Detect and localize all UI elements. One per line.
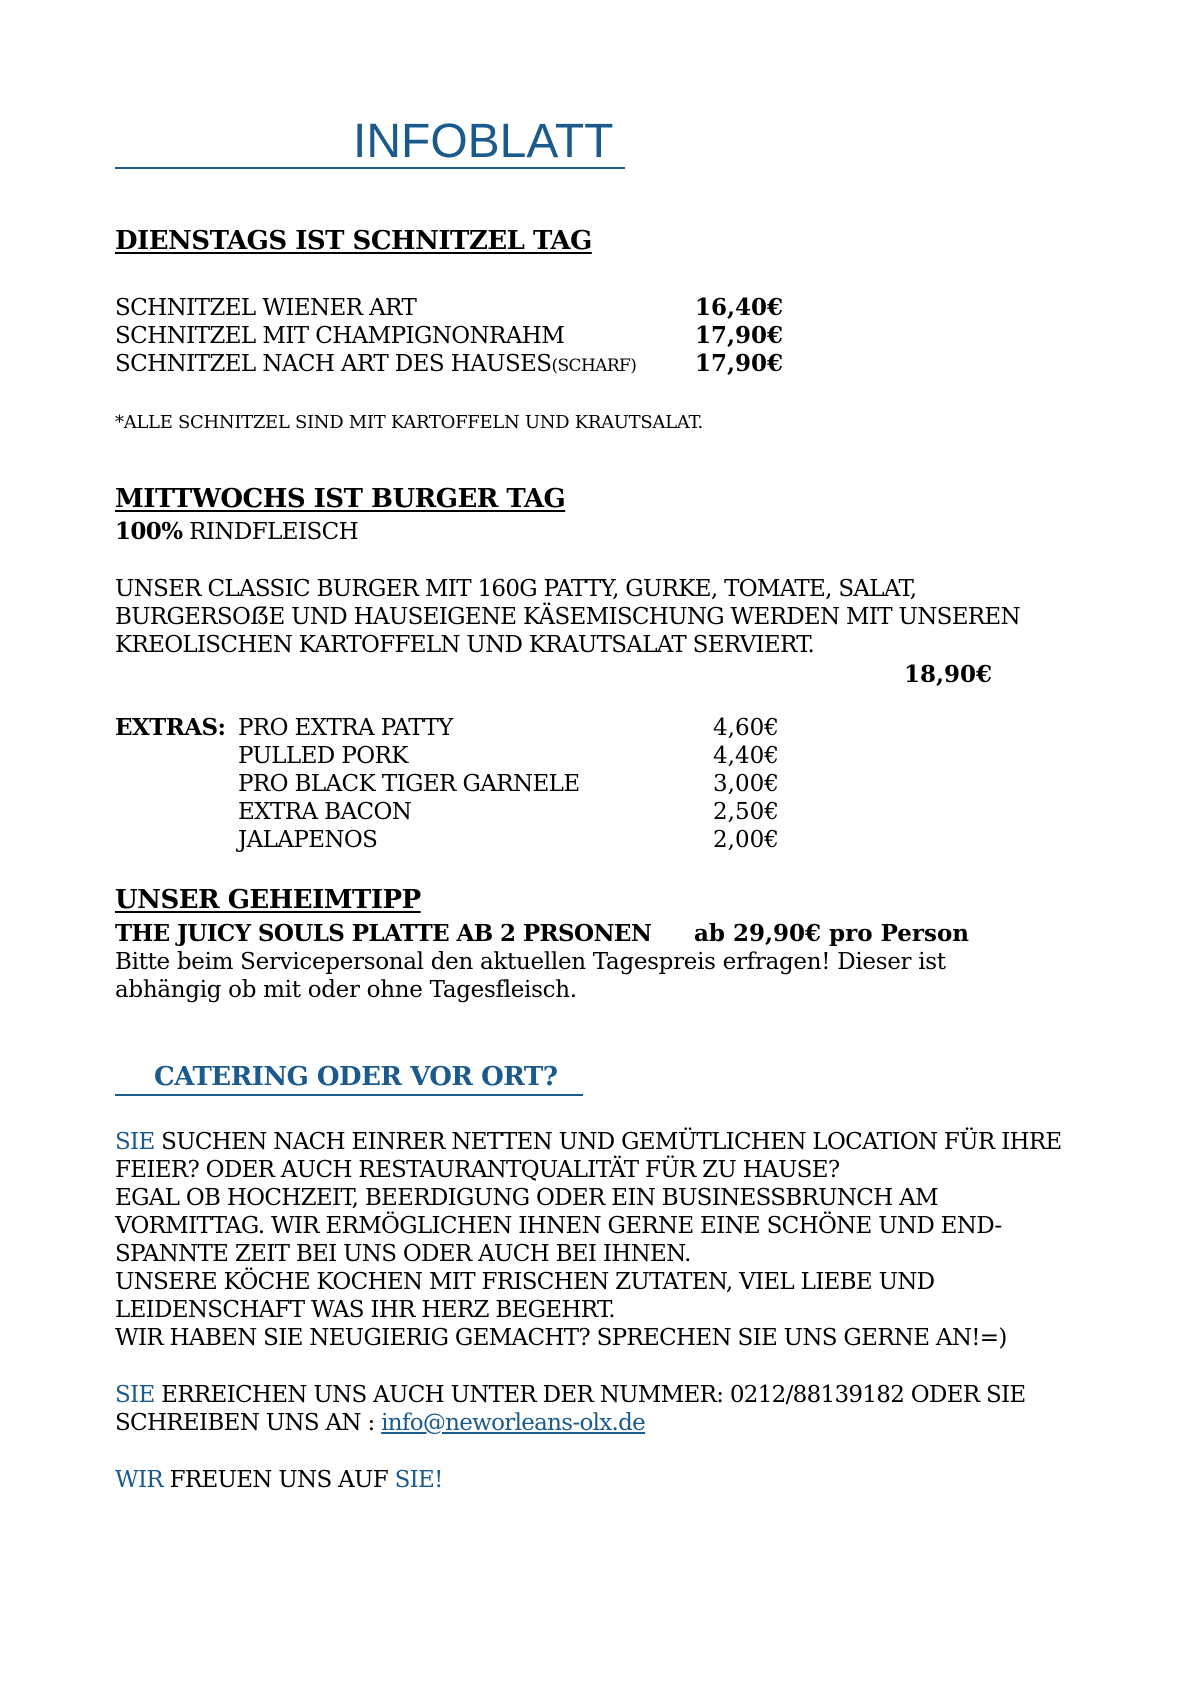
extra-item-price: 2,50€ — [713, 799, 779, 825]
extra-item-price: 3,00€ — [713, 771, 779, 797]
page-title: INFOBLATT — [353, 115, 614, 168]
email-link[interactable]: info@neworleans-olx.de — [381, 1410, 646, 1436]
extra-item-name: PULLED PORK — [238, 743, 408, 769]
burger-description: UNSER CLASSIC BURGER MIT 160G PATTY, GURKE, TOMATE, SALAT, BURGERSOẞE UND HAUSEIGENE KÄSEMISCHUNG WERDEN MIT UNSEREN KREOLISCHEN KARTOFFELN UND KRAUTSALAT SERVIERT. — [115, 576, 1020, 658]
extra-item-price: 2,00€ — [713, 827, 779, 853]
schnitzel-heading: DIENSTAGS IST SCHNITZEL TAG — [115, 226, 592, 256]
extra-item-name: EXTRA BACON — [238, 799, 412, 825]
platter-price: ab 29,90€ pro Person — [694, 920, 970, 947]
tipp-text: Bitte beim Servicepersonal den aktuellen Tagespreis erfragen! Dieser ist abhängig ob mit oder ohne Tagesfleisch. — [115, 949, 946, 1003]
beef-line: 100% RINDFLEISCH — [115, 518, 359, 545]
schnitzel-note: *ALLE SCHNITZEL SIND MIT KARTOFFELN UND KRAUTSALAT. — [115, 412, 703, 433]
schnitzel-item-price: 17,90€ — [695, 322, 784, 349]
schnitzel-item-price: 16,40€ — [695, 294, 784, 321]
schnitzel-item-name: SCHNITZEL MIT CHAMPIGNONRAHM — [115, 323, 565, 349]
extra-item-name: PRO EXTRA PATTY — [238, 715, 453, 741]
extra-item-price: 4,40€ — [713, 743, 779, 769]
schnitzel-item-name: SCHNITZEL WIENER ART — [115, 295, 417, 321]
burger-price: 18,90€ — [904, 661, 993, 688]
schnitzel-item-name: SCHNITZEL NACH ART DES HAUSES(SCHARF) — [115, 351, 637, 377]
extra-item-price: 4,60€ — [713, 715, 779, 741]
burger-heading: MITTWOCHS IST BURGER TAG — [115, 484, 566, 514]
extra-item-name: PRO BLACK TIGER GARNELE — [238, 771, 580, 797]
tipp-heading: UNSER GEHEIMTIPP — [115, 885, 421, 915]
catering-text: SIE SUCHEN NACH EINRER NETTEN UND GEMÜTLICHEN LOCATION FÜR IHRE FEIER? ODER AUCH RESTAURANTQUALITÄT FÜR ZU HAUSE? EGAL OB HOCHZEIT, BEERDIGUNG ODER EIN BUSINESSBRUNCH AM VORMITTAG. WIR ERMÖGLICHEN IHNEN GERNE EINE SCHÖNE UND END- SPANNTE ZEIT BEI UNS ODER AUCH BEI IHNEN. UNSERE KÖCHE KOCHEN MIT FRISCHEN ZUTATEN, VIEL LIEBE UND LEIDENSCHAFT WAS IHR HERZ BEGEHRT. WIR HABEN SIE NEUGIERIG GEMACHT? SPRECHEN SIE UNS GERNE AN!=) — [115, 1129, 1062, 1351]
catering-heading: CATERING ODER VOR ORT? — [154, 1062, 558, 1092]
schnitzel-item-price: 17,90€ — [695, 350, 784, 377]
closing-line: WIR FREUEN UNS AUF SIE! — [115, 1467, 443, 1493]
extra-item-name: JALAPENOS — [238, 827, 378, 853]
extras-label: EXTRAS: — [115, 714, 226, 741]
platter-line: THE JUICY SOULS PLATTE AB 2 PRSONEN — [115, 920, 652, 947]
contact-text: SIE ERREICHEN UNS AUCH UNTER DER NUMMER: 0212/88139182 ODER SIE SCHREIBEN UNS AN : info@neworleans-olx.de — [115, 1382, 1026, 1436]
